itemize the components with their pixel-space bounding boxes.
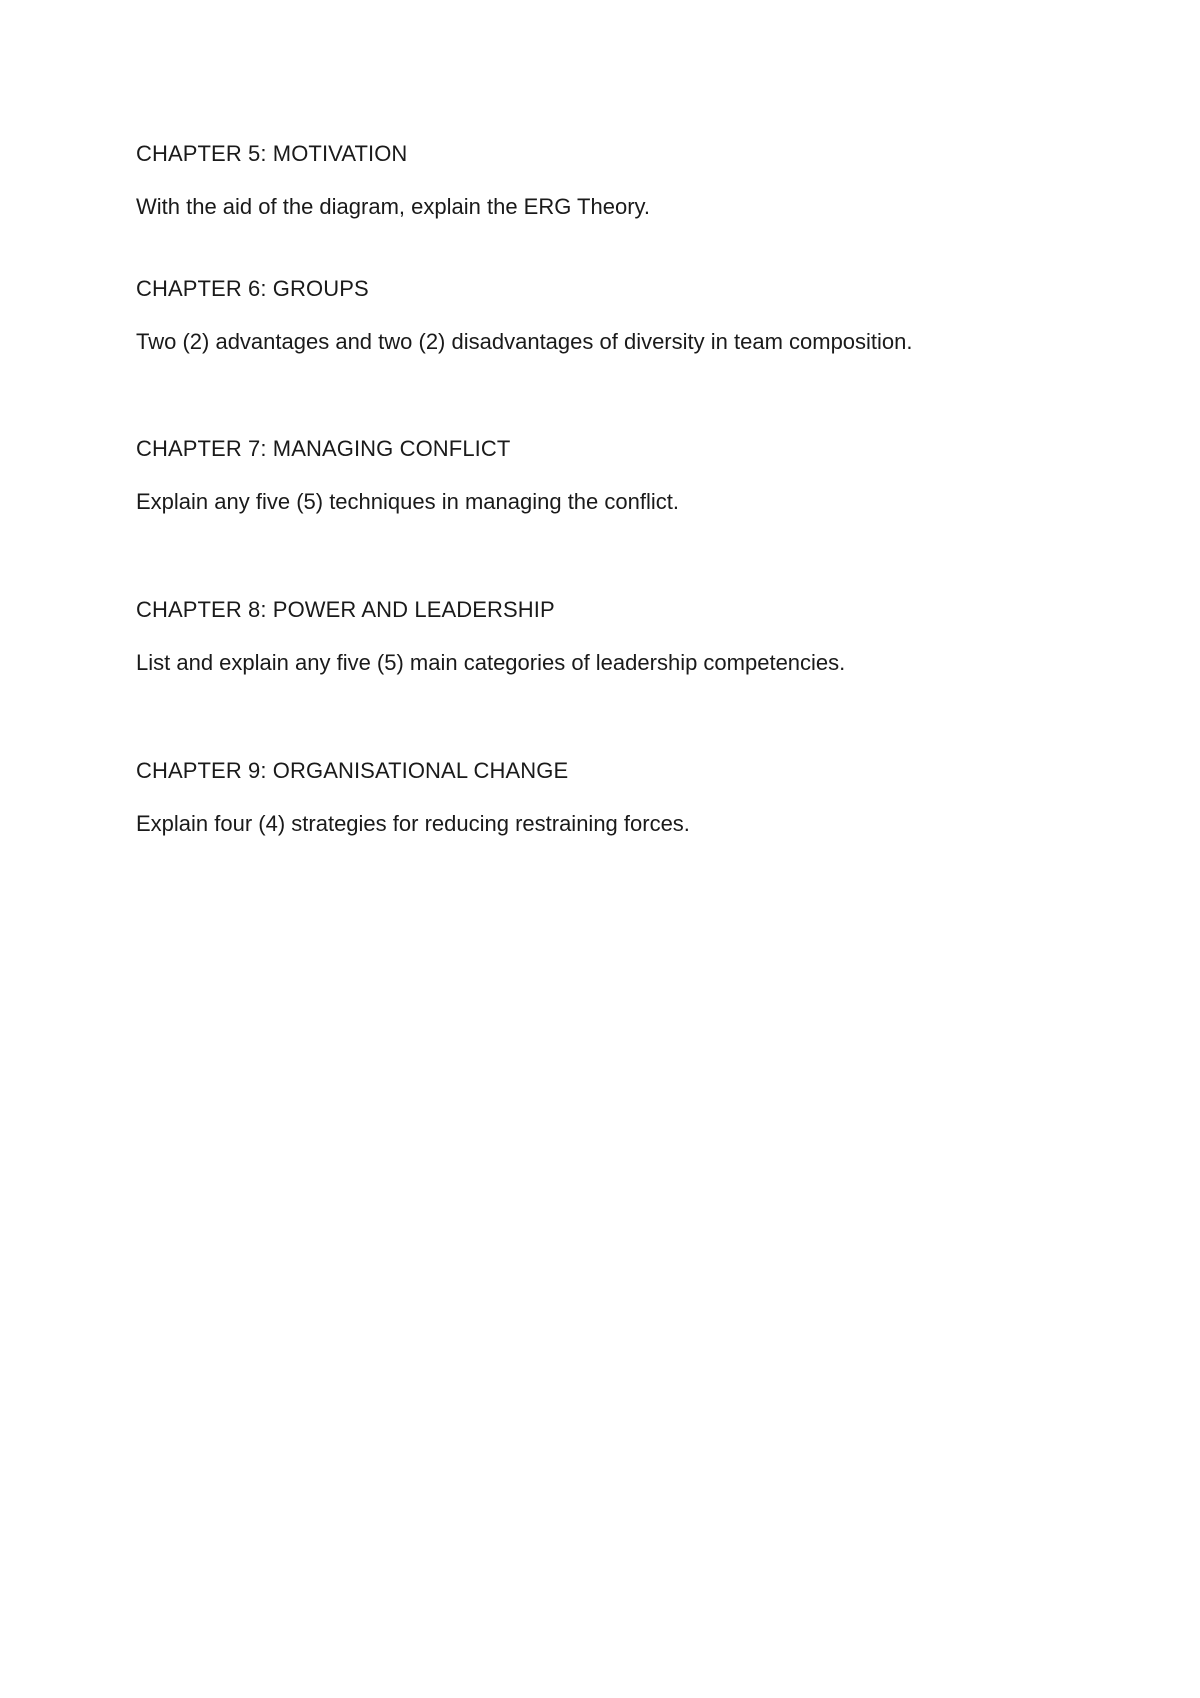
chapter-heading: CHAPTER 8: POWER AND LEADERSHIP — [136, 597, 555, 622]
chapter-8-section — [136, 596, 1136, 677]
chapter-heading: CHAPTER 5: MOTIVATION — [136, 141, 408, 166]
chapter-question: With the aid of the diagram, explain the ERG Theory. — [136, 194, 651, 219]
chapter-question: Explain four (4) strategies for reducing restraining forces. — [136, 811, 690, 836]
chapter-9-section — [136, 757, 1136, 838]
chapter-7-section — [136, 435, 1136, 516]
chapter-6-section — [136, 275, 1136, 356]
chapter-heading: CHAPTER 9: ORGANISATIONAL CHANGE — [136, 758, 569, 783]
chapter-heading: CHAPTER 6: GROUPS — [136, 276, 369, 301]
chapter-question: Explain any five (5) techniques in managing the conflict. — [136, 489, 679, 514]
chapter-question: List and explain any five (5) main categories of leadership competencies. — [136, 650, 846, 675]
chapter-question: Two (2) advantages and two (2) disadvantages of diversity in team composition. — [136, 329, 913, 354]
chapter-5-section — [136, 140, 1136, 221]
chapter-heading: CHAPTER 7: MANAGING CONFLICT — [136, 436, 511, 461]
